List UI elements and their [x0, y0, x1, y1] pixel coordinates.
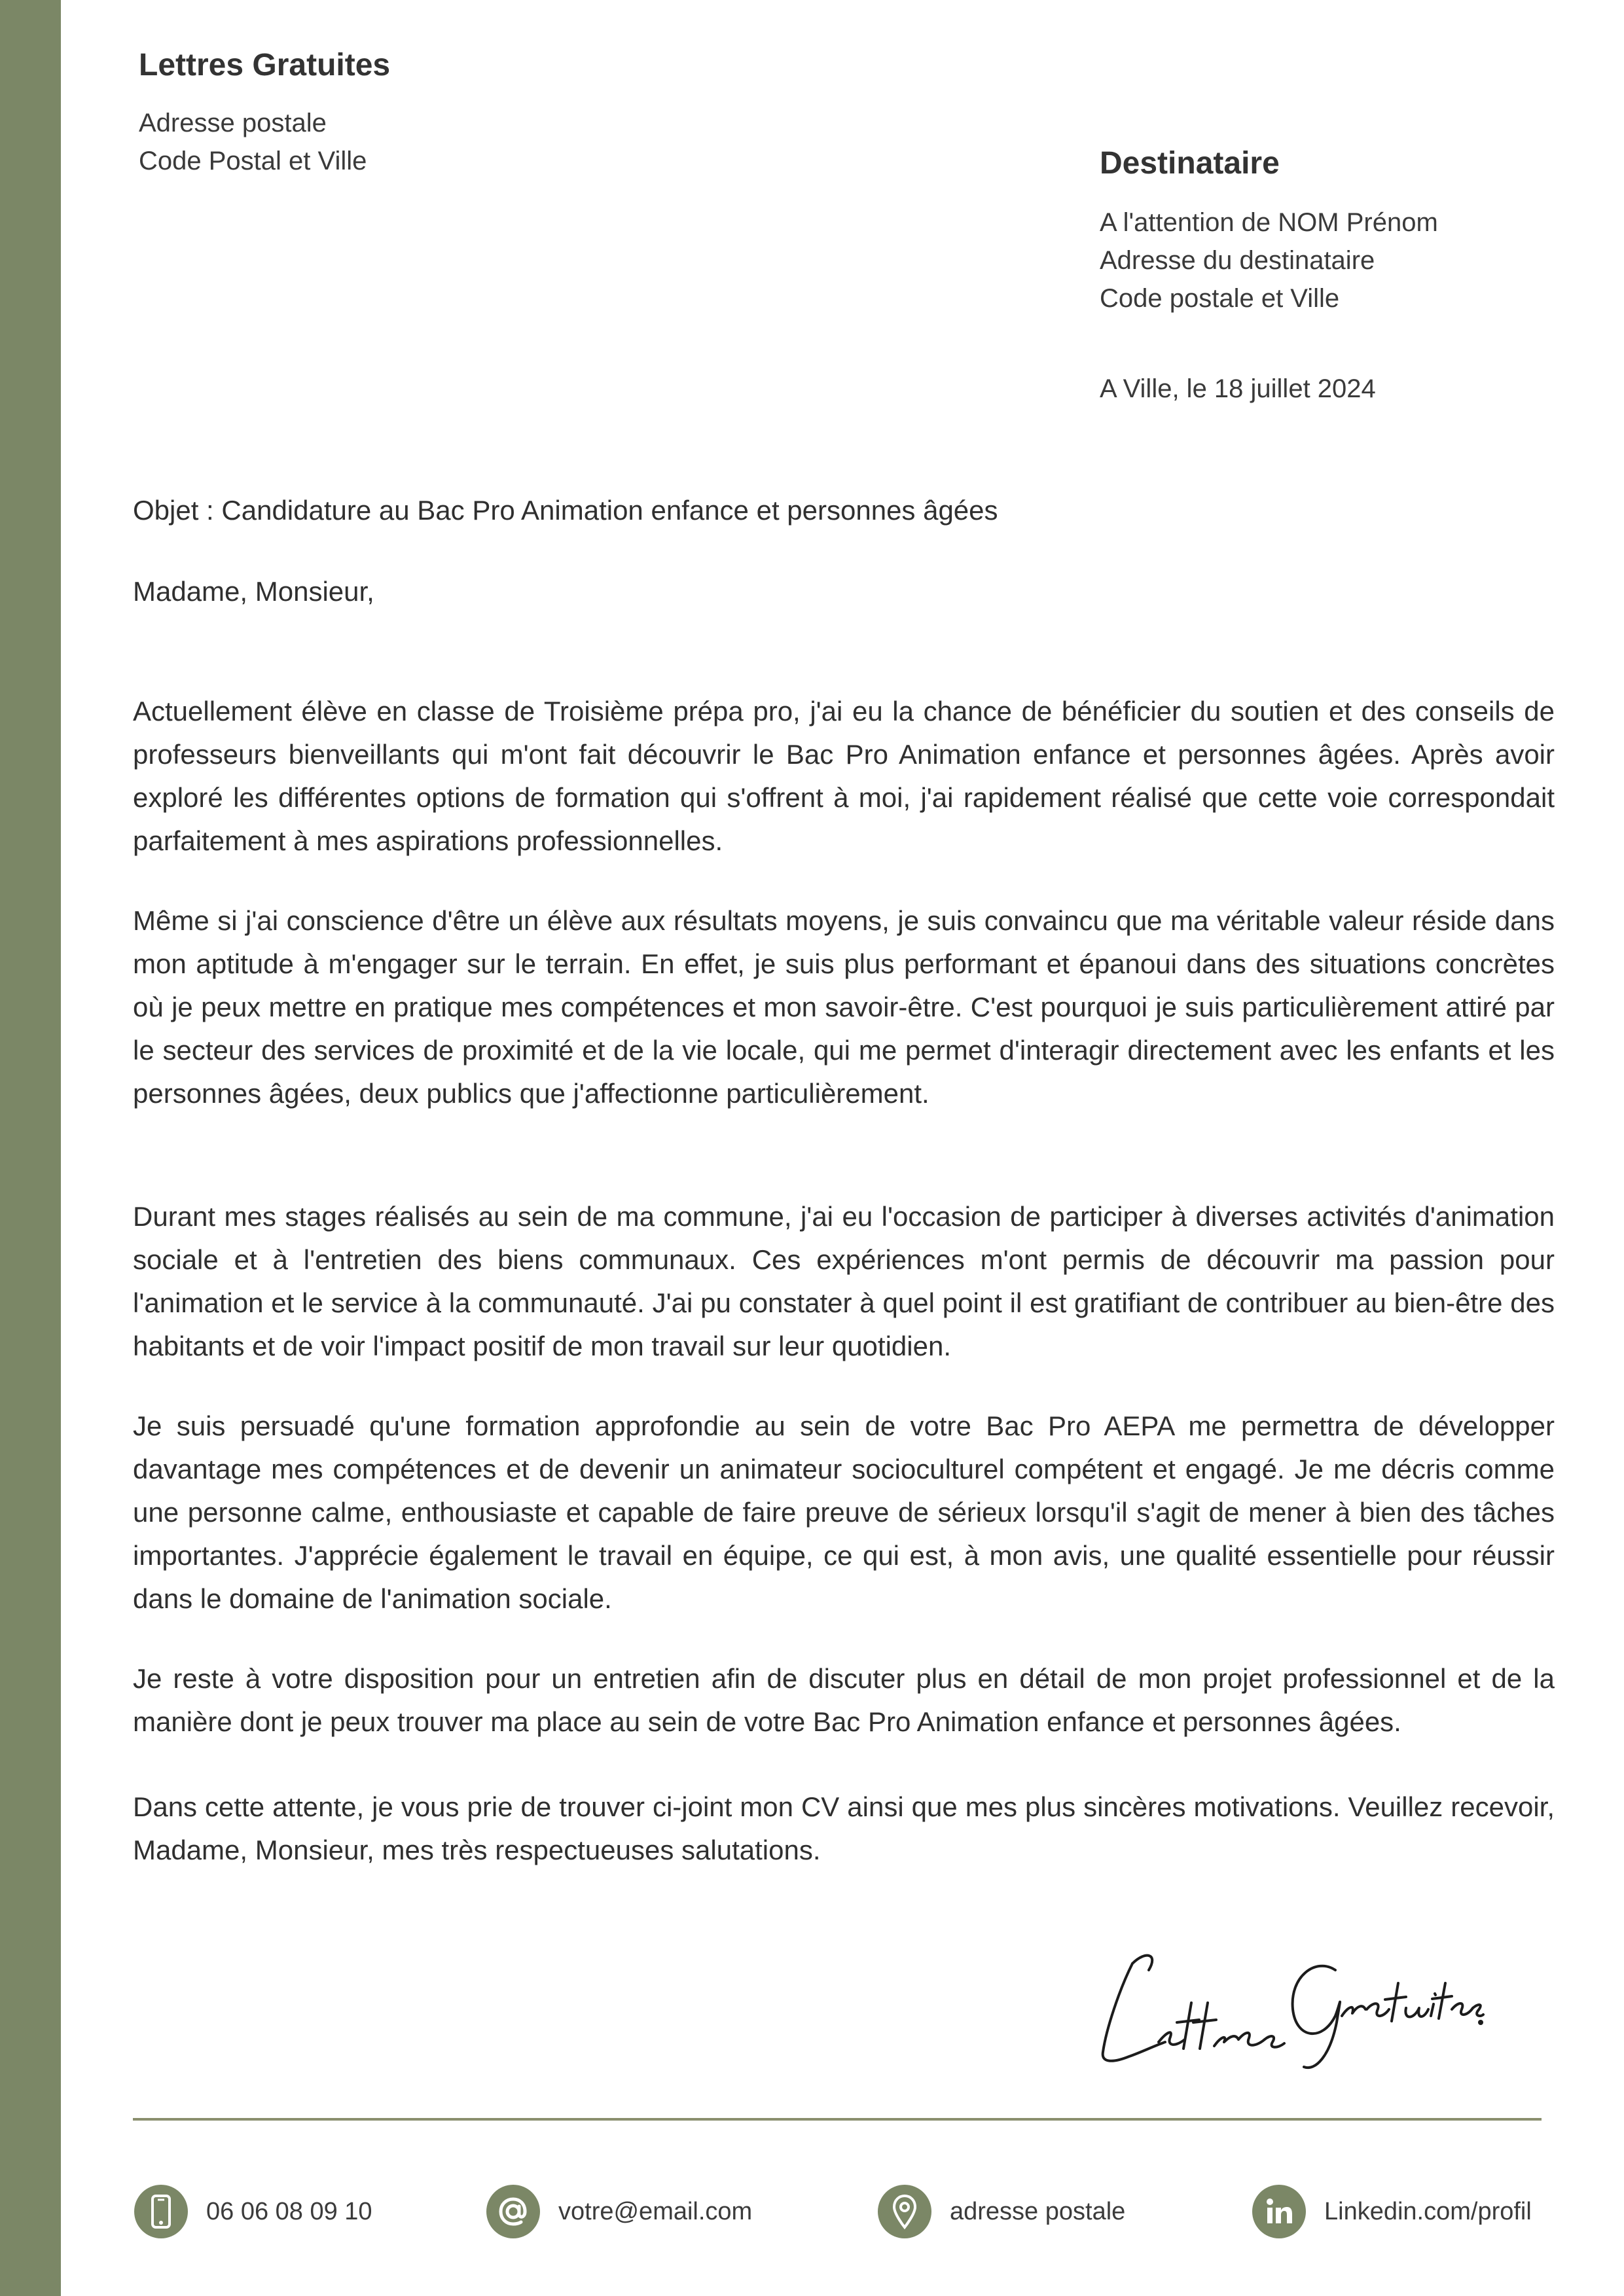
at-icon [486, 2185, 540, 2238]
footer-divider [133, 2118, 1542, 2121]
sender-address: Adresse postale [139, 109, 327, 137]
phone-icon [134, 2185, 188, 2238]
footer-email [486, 2185, 752, 2238]
sender-city: Code Postal et Ville [139, 147, 367, 175]
footer-linkedin [1252, 2185, 1532, 2238]
recipient-title: Destinataire [1100, 146, 1280, 181]
linkedin-icon [1252, 2185, 1306, 2238]
location-pin-icon [878, 2185, 931, 2238]
body-paragraph-6: Dans cette attente, je vous prie de trouver ci-joint mon CV ainsi que mes plus sincères motivations. Veuillez recevoir, Madame, Monsieur, mes très respectueuses salutations. [133, 1791, 1555, 1865]
footer-phone [134, 2185, 372, 2238]
recipient-city: Code postale et Ville [1100, 284, 1340, 313]
signature [1093, 1918, 1486, 2075]
footer-linkedin-text: Linkedin.com/profil [1324, 2197, 1532, 2225]
footer-email-text: votre@email.com [558, 2197, 753, 2225]
body-paragraph-4: Je suis persuadé qu'une formation approfondie au sein de votre Bac Pro AEPA me permettra de développer davantage mes compétences et de devenir un animateur socioculturel compétent et engagé. Je me décris comme une personne calme, enthousiaste et capable de faire preuve de sérieux lorsqu'il s'agit de mener à bien des tâches importantes. J'apprécie également le travail en équipe, ce qui est, à mon avis, une qualité essentielle pour réussir dans le domaine de l'animation sociale. [133, 1410, 1555, 1614]
footer-address [878, 2185, 1125, 2238]
sidebar-accent-bar [0, 0, 61, 2296]
footer-address-text: adresse postale [950, 2197, 1126, 2225]
salutation: Madame, Monsieur, [133, 576, 374, 607]
recipient-address: Adresse du destinataire [1100, 246, 1375, 275]
body-paragraph-3: Durant mes stages réalisés au sein de ma commune, j'ai eu l'occasion de participer à diverses activités d'animation sociale et à l'entretien des biens communaux. Ces expériences m'ont permis de découvrir ma passion pour l'animation et le service à la communauté. J'ai pu constater à quel point il est gratifiant de contribuer au bien-être des habitants et de voir l'impact positif de mon travail sur leur quotidien. [133, 1201, 1555, 1361]
letter-object: Objet : Candidature au Bac Pro Animation enfance et personnes âgées [133, 495, 998, 526]
body-paragraph-5: Je reste à votre disposition pour un entretien afin de discuter plus en détail de mon projet professionnel et de la manière dont je peux trouver ma place au sein de votre Bac Pro Animation enfance et personnes âgées. [133, 1663, 1555, 1737]
date-line: A Ville, le 18 juillet 2024 [1100, 374, 1376, 403]
footer-phone-text: 06 06 08 09 10 [206, 2197, 372, 2225]
body-paragraph-1: Actuellement élève en classe de Troisième prépa pro, j'ai eu la chance de bénéficier du soutien et des conseils de professeurs bienveillants qui m'ont fait découvrir le Bac Pro Animation enfance et personnes âgées. Après avoir exploré les différentes options de formation qui s'offrent à moi, j'ai rapidement réalisé que cette voie correspondait parfaitement à mes aspirations professionnelles. [133, 696, 1555, 856]
recipient-attention: A l'attention de NOM Prénom [1100, 208, 1438, 237]
body-paragraph-2: Même si j'ai conscience d'être un élève aux résultats moyens, je suis convaincu que ma véritable valeur réside dans mon aptitude à m'engager sur le terrain. En effet, je suis plus performant et épanoui dans des situations concrètes où je peux mettre en pratique mes compétences et mon savoir-être. C'est pourquoi je suis particulièrement attiré par le secteur des services de proximité et de la vie locale, qui me permet d'interagir directement avec les enfants et les personnes âgées, deux publics que j'affectionne particulièrement. [133, 905, 1555, 1109]
sender-name: Lettres Gratuites [139, 48, 391, 82]
